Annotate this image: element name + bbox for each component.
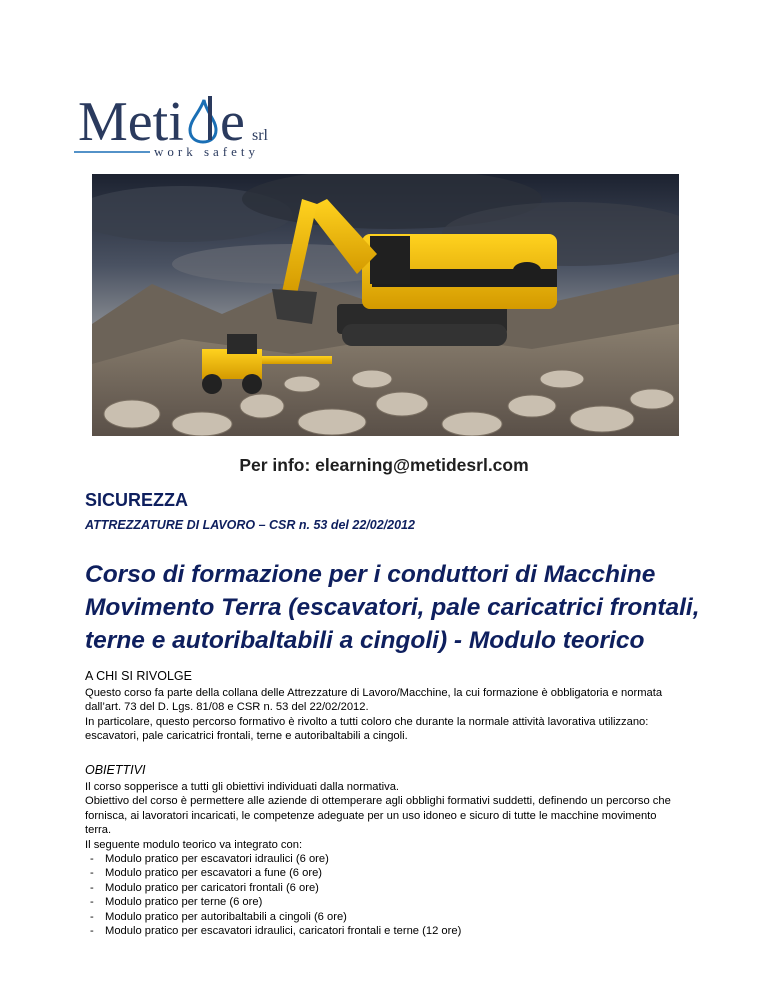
target-line-2: dall’art. 73 del D. Lgs. 81/08 e CSR n. 53 del 22/02/2012. xyxy=(85,701,369,714)
excavator-photo-icon xyxy=(92,174,679,436)
module-item-label: Modulo pratico per autoribaltabili a cingoli (6 ore) xyxy=(105,910,347,923)
objectives-paragraph xyxy=(85,780,740,938)
target-line-3: In particolare, questo percorso formativo è rivolto a tutti coloro che durante la normale attività lavorativa utilizzano: xyxy=(85,715,649,728)
objectives-line-4: terra. xyxy=(85,824,112,837)
list-item xyxy=(85,895,740,909)
bullet-dash: - xyxy=(90,925,94,938)
course-title-line-2: Movimento Terra (escavatori, pale caricatrici frontali, xyxy=(85,594,700,621)
list-item xyxy=(85,910,740,924)
course-title-line-1: Corso di formazione per i conduttori di Macchine xyxy=(85,561,656,588)
course-title-line-3: terne e autoribaltabili a cingoli) - Modulo teorico xyxy=(85,627,645,654)
list-item xyxy=(85,881,740,895)
objectives-heading: OBIETTIVI xyxy=(85,763,146,777)
module-item-label: Modulo pratico per terne (6 ore) xyxy=(105,896,263,909)
module-item-label: Modulo pratico per escavatori idraulici, caricatori frontali e terne (12 ore) xyxy=(105,925,462,938)
logo-name-post: e xyxy=(220,91,245,153)
objectives-line-2: Obiettivo del corso è permettere alle aziende di ottemperare agli obblighi formativi suddetti, definendo un percorso che xyxy=(85,795,671,808)
module-item-label: Modulo pratico per escavatori idraulici (6 ore) xyxy=(105,853,329,866)
list-item xyxy=(85,924,740,938)
metide-logo-icon xyxy=(72,82,302,162)
section-title: SICUREZZA xyxy=(85,490,188,510)
list-item xyxy=(85,852,740,866)
hero-image xyxy=(92,174,679,436)
module-item-label: Modulo pratico per caricatori frontali (6 ore) xyxy=(105,881,319,894)
company-logo xyxy=(72,82,302,162)
modules-list xyxy=(85,852,740,938)
objectives-line-3: fornisca, ai lavoratori incaricati, le competenze adeguate per un uso idoneo e sicuro di tutte le macchine movimento xyxy=(85,809,657,822)
bullet-dash: - xyxy=(90,910,94,923)
bullet-dash: - xyxy=(90,867,94,880)
target-heading: A CHI SI RIVOLGE xyxy=(85,669,192,683)
target-paragraph xyxy=(85,686,740,744)
module-item-label: Modulo pratico per escavatori a fune (6 ore) xyxy=(105,867,323,880)
bullet-dash: - xyxy=(90,853,94,866)
course-title xyxy=(85,558,745,657)
logo-name-pre: Meti xyxy=(78,91,184,153)
water-drop-icon xyxy=(190,100,216,142)
target-line-4: escavatori, pale caricatrici frontali, terne e autoribaltabili a cingoli. xyxy=(85,730,408,743)
section-subtitle: ATTREZZATURE DI LAVORO – CSR n. 53 del 22/02/2012 xyxy=(85,518,415,532)
objectives-line-5: Il seguente modulo teorico va integrato con: xyxy=(85,838,303,851)
target-line-1: Questo corso fa parte della collana delle Attrezzature di Lavoro/Macchine, la cui formazione è obbligatoria e normata xyxy=(85,687,663,699)
logo-tagline: work safety xyxy=(154,144,260,159)
bullet-dash: - xyxy=(90,881,94,894)
info-email-line: Per info: elearning@metidesrl.com xyxy=(239,455,529,475)
list-item xyxy=(85,866,740,880)
logo-suffix: srl xyxy=(252,127,268,144)
objectives-line-1: Il corso sopperisce a tutti gli obiettivi individuati dalla normativa. xyxy=(85,781,400,793)
bullet-dash: - xyxy=(90,896,94,909)
